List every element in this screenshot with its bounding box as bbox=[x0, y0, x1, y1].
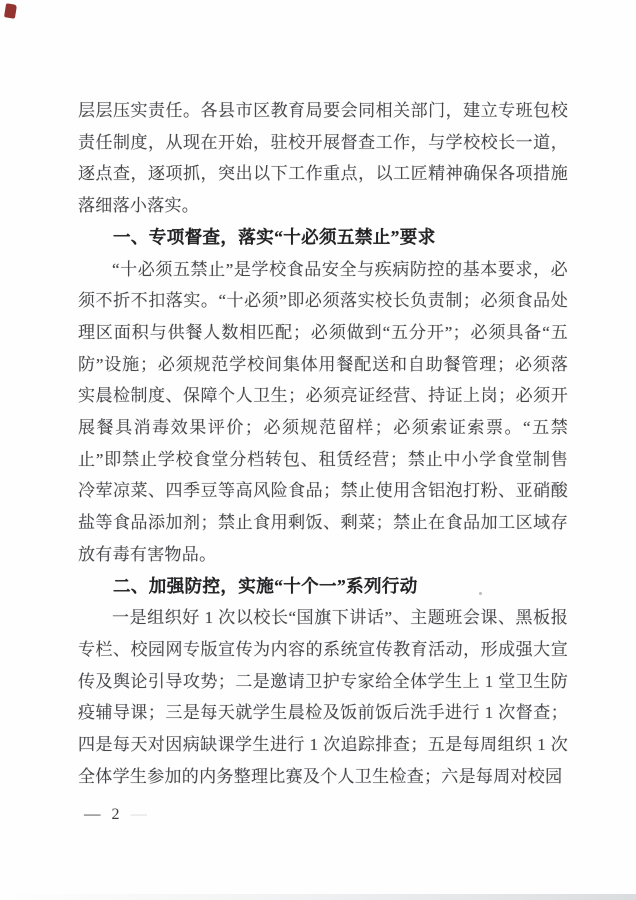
body-paragraph: 一是组织好 1 次以校长“国旗下讲话”、主题班会课、黑板报专栏、校园网专版宣传为内容的系统宣传教育活动，形成强大宣传及舆论引导攻势；二是邀请卫护专家给全体学生上 1 堂卫生防疫辅导课；三是每天就学生晨检及饭前饭后洗手进行 1 次督查；四是每天对因病缺课学生进行 1 次追踪排查；五是每周组织 1 次全体学生参加的内务整理比赛及个人卫生检查；六是每周对校园 bbox=[78, 608, 568, 786]
scan-speck-artifact bbox=[479, 592, 482, 595]
section-heading: 一、专项督查，落实“十必须五禁止”要求 bbox=[113, 226, 436, 247]
footer-dash-right: — bbox=[130, 804, 147, 823]
body-paragraph: 层层压实责任。各县市区教育局要会同相关部门，建立专班包校责任制度，从现在开始，驻校开展督查工作，与学校校长一道，逐点查，逐项抓，突出以下工作重点，以工匠精神确保各项措施落细落小落实。 bbox=[78, 101, 568, 216]
footer-dash-left: — bbox=[84, 804, 101, 823]
body-paragraph: “十必须五禁止”是学校食品安全与疾病防控的基本要求，必须不折不扣落实。“十必须”即必须落实校长负责制；必须食品处理区面积与供餐人数相匹配；必须做到“五分开”；必须具备“五防”设施；必须规范学校间集体用餐配送和自助餐管理；必须落实晨检制度、保障个人卫生；必须亮证经营、持证上岗；必须开展餐具消毒效果评价；必须规范留样；必须索证索票。“五禁止”即禁止学校食堂分档转包、租赁经营；禁止中小学食堂制售冷荤凉菜、四季豆等高风险食品；禁止使用含铝泡打粉、亚硝酸盐等食品添加剂；禁止食用剩饭、剩菜；禁止在食品加工区域存放有毒有害物品。 bbox=[78, 259, 568, 564]
scan-corner-artifact bbox=[4, 3, 17, 19]
page-number: 2 bbox=[111, 806, 120, 823]
section-heading: 二、加强防控，实施“十个一”系列行动 bbox=[113, 575, 418, 596]
scan-bottom-shadow bbox=[0, 894, 636, 900]
page-footer bbox=[84, 803, 147, 826]
document-body bbox=[78, 95, 568, 792]
